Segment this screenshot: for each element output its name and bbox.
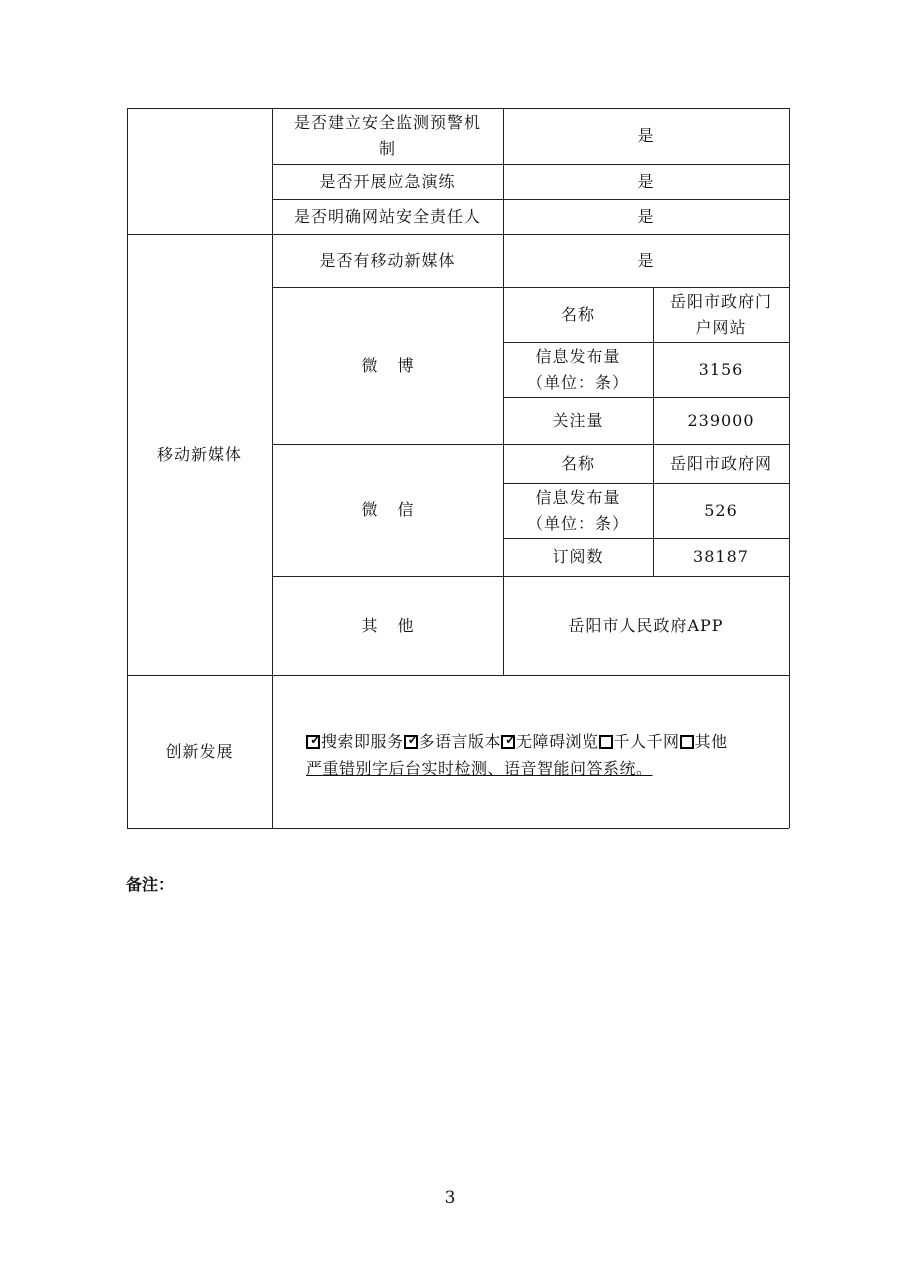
weibo-followers-label: 关注量 [552, 410, 604, 430]
innovation-option[interactable]: 其他 [680, 732, 728, 751]
weibo-label: 微博 [361, 355, 434, 375]
innovation-option[interactable]: ✓ 多语言版本 [404, 732, 502, 751]
innovation-other-text: 严重错别字后台实时检测、语音智能问答系统。 [306, 759, 653, 778]
wechat-label: 微信 [361, 500, 434, 519]
owner-value: 是 [637, 206, 655, 226]
checkbox-checked-icon[interactable]: ✓ [404, 735, 418, 749]
remark-label: 备注： [126, 875, 175, 894]
has-media-value: 是 [637, 250, 655, 270]
monitor-label: 是否建立安全监测预警机制 [294, 113, 482, 158]
wechat-name-value: 岳阳市政府网 [669, 453, 772, 473]
weibo-posts-label: 信息发布量（单位：条） [527, 346, 630, 392]
wechat-subscribers-label: 订阅数 [552, 547, 604, 566]
monitor-value: 是 [637, 126, 655, 145]
innovation-option[interactable]: ✓ 搜索即服务 [306, 732, 404, 751]
weibo-posts-value: 3156 [698, 359, 744, 379]
other-label: 其他 [361, 615, 434, 635]
drill-label: 是否开展应急演练 [319, 171, 456, 191]
table-border-bottom [127, 828, 789, 829]
table-border-right [789, 108, 790, 828]
innovation-content [306, 728, 786, 782]
wechat-posts-label: 信息发布量（单位：条） [527, 487, 630, 533]
checkbox-checked-icon[interactable]: ✓ [501, 735, 515, 749]
weibo-name-label: 名称 [560, 304, 595, 324]
page-number: 3 [444, 1188, 456, 1208]
wechat-subscribers-value: 38187 [693, 547, 749, 566]
innovation-option[interactable]: 千人千网 [599, 732, 680, 751]
checkbox-unchecked-icon[interactable] [680, 735, 694, 749]
checkbox-unchecked-icon[interactable] [599, 735, 613, 749]
weibo-followers-value: 239000 [687, 410, 755, 430]
wechat-posts-value: 526 [704, 500, 738, 520]
new-media-section-label: 移动新媒体 [156, 444, 242, 464]
checkbox-checked-icon[interactable]: ✓ [306, 735, 320, 749]
drill-value: 是 [637, 171, 655, 191]
wechat-name-label: 名称 [560, 453, 595, 473]
owner-label: 是否明确网站安全责任人 [293, 206, 481, 226]
innovation-label: 创新发展 [165, 741, 234, 761]
innovation-option[interactable]: ✓ 无障碍浏览 [501, 732, 599, 751]
weibo-name-value: 岳阳市政府门户网站 [669, 291, 772, 337]
has-media-label: 是否有移动新媒体 [319, 250, 456, 270]
other-value: 岳阳市人民政府APP [568, 615, 724, 635]
